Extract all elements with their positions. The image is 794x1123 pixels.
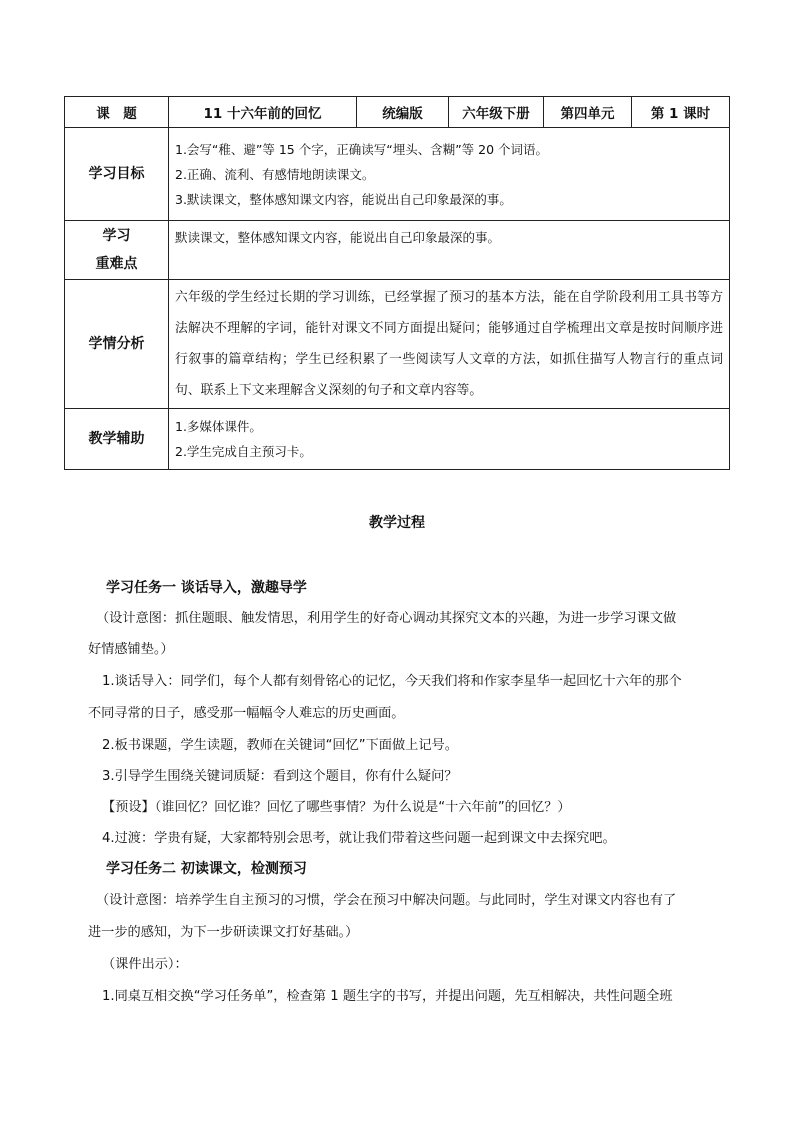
header-topic-label: 课 题 [65,97,169,128]
step-3: 3.引导学生围绕关键词质疑：看到这个题目，你有什么疑问？ [102,769,458,784]
key-label-line: 重难点 [95,256,138,272]
analysis-content: 六年级的学生经过长期的学习训练，已经掌握了预习的基本方法，能在自学阶段利用工具书等方法解决不理解的字词，能针对课文不同方面提出疑问；能够通过自学梳理出文章是按时间顺序进行叙事的篇章结构；学生已经积累了一些阅读写人文章的方法，如抓住描写人物言行的重点词句、联系上下文来理解含义深刻的句子和文章内容等。 [169,280,730,409]
task1-intent: （设计意图：抓住题眼、触发情思，利用学生的好奇心调动其探究文本的兴趣，为进一步学习课文做 [96,611,677,626]
courseware-note: （课件出示）： [102,957,188,972]
header-grade: 六年级下册 [449,97,544,128]
aid-item: 1.多媒体课件。 [175,419,262,434]
process-title: 教学过程 [369,515,425,531]
step-4: 4.过渡：学贵有疑，大家都特别会思考，就让我们带着这些问题一起到课文中去探究吧。 [102,831,616,846]
task2-intent: （设计意图：培养学生自主预习的习惯，学会在预习中解决问题。与此同时，学生对课文内容也有了 [96,893,677,908]
step-2: 2.板书课题，学生读题，教师在关键词“回忆”下面做上记号。 [102,738,458,753]
aid-item: 2.学生完成自主预习卡。 [175,444,312,459]
header-period: 第 1 课时 [632,97,730,128]
goal-item: 3.默读课文，整体感知课文内容，能说出自己印象最深的事。 [175,191,512,207]
task1-intent-cont: 好情感铺垫。） [88,642,174,657]
goal-item: 2.正确、流利、有感情地朗读课文。 [175,166,375,182]
goal-item: 1.会写“稚、避”等 15 个字，正确读写“埋头、含糊”等 20 个词语。 [175,141,549,157]
aids-label: 教学辅助 [65,409,169,470]
header-edition: 统编版 [357,97,449,128]
step-1: 1.谈话导入：同学们，每个人都有刻骨铭心的记忆，今天我们将和作家李星华一起回忆十六年的那个 [102,674,682,689]
process-body [76,0,726,1123]
analysis-label: 学情分析 [65,280,169,409]
key-points-text: 默读课文，整体感知课文内容，能说出自己印象最深的事。 [175,230,501,245]
goals-label: 学习目标 [65,128,169,221]
header-unit: 第四单元 [544,97,632,128]
task1-heading: 学习任务一 谈话导入，激趣导学 [106,580,307,596]
key-label-line: 学习 [102,228,131,244]
step-1-cont: 不同寻常的日子，感受那一幅幅令人难忘的历史画面。 [88,706,405,721]
task2-heading: 学习任务二 初读课文，检测预习 [106,861,307,877]
task2-intent-cont: 进一步的感知，为下一步研读课文打好基础。） [88,925,359,940]
preset-note: 【预设】（谁回忆？回忆谁？回忆了哪些事情？为什么说是“十六年前”的回忆？） [102,800,571,815]
header-lesson-title: 11 十六年前的回忆 [169,97,357,128]
step-5: 1.同桌互相交换“学习任务单”，检查第 1 题生字的书写，并提出问题，先互相解决，共性问题全班 [102,989,673,1004]
